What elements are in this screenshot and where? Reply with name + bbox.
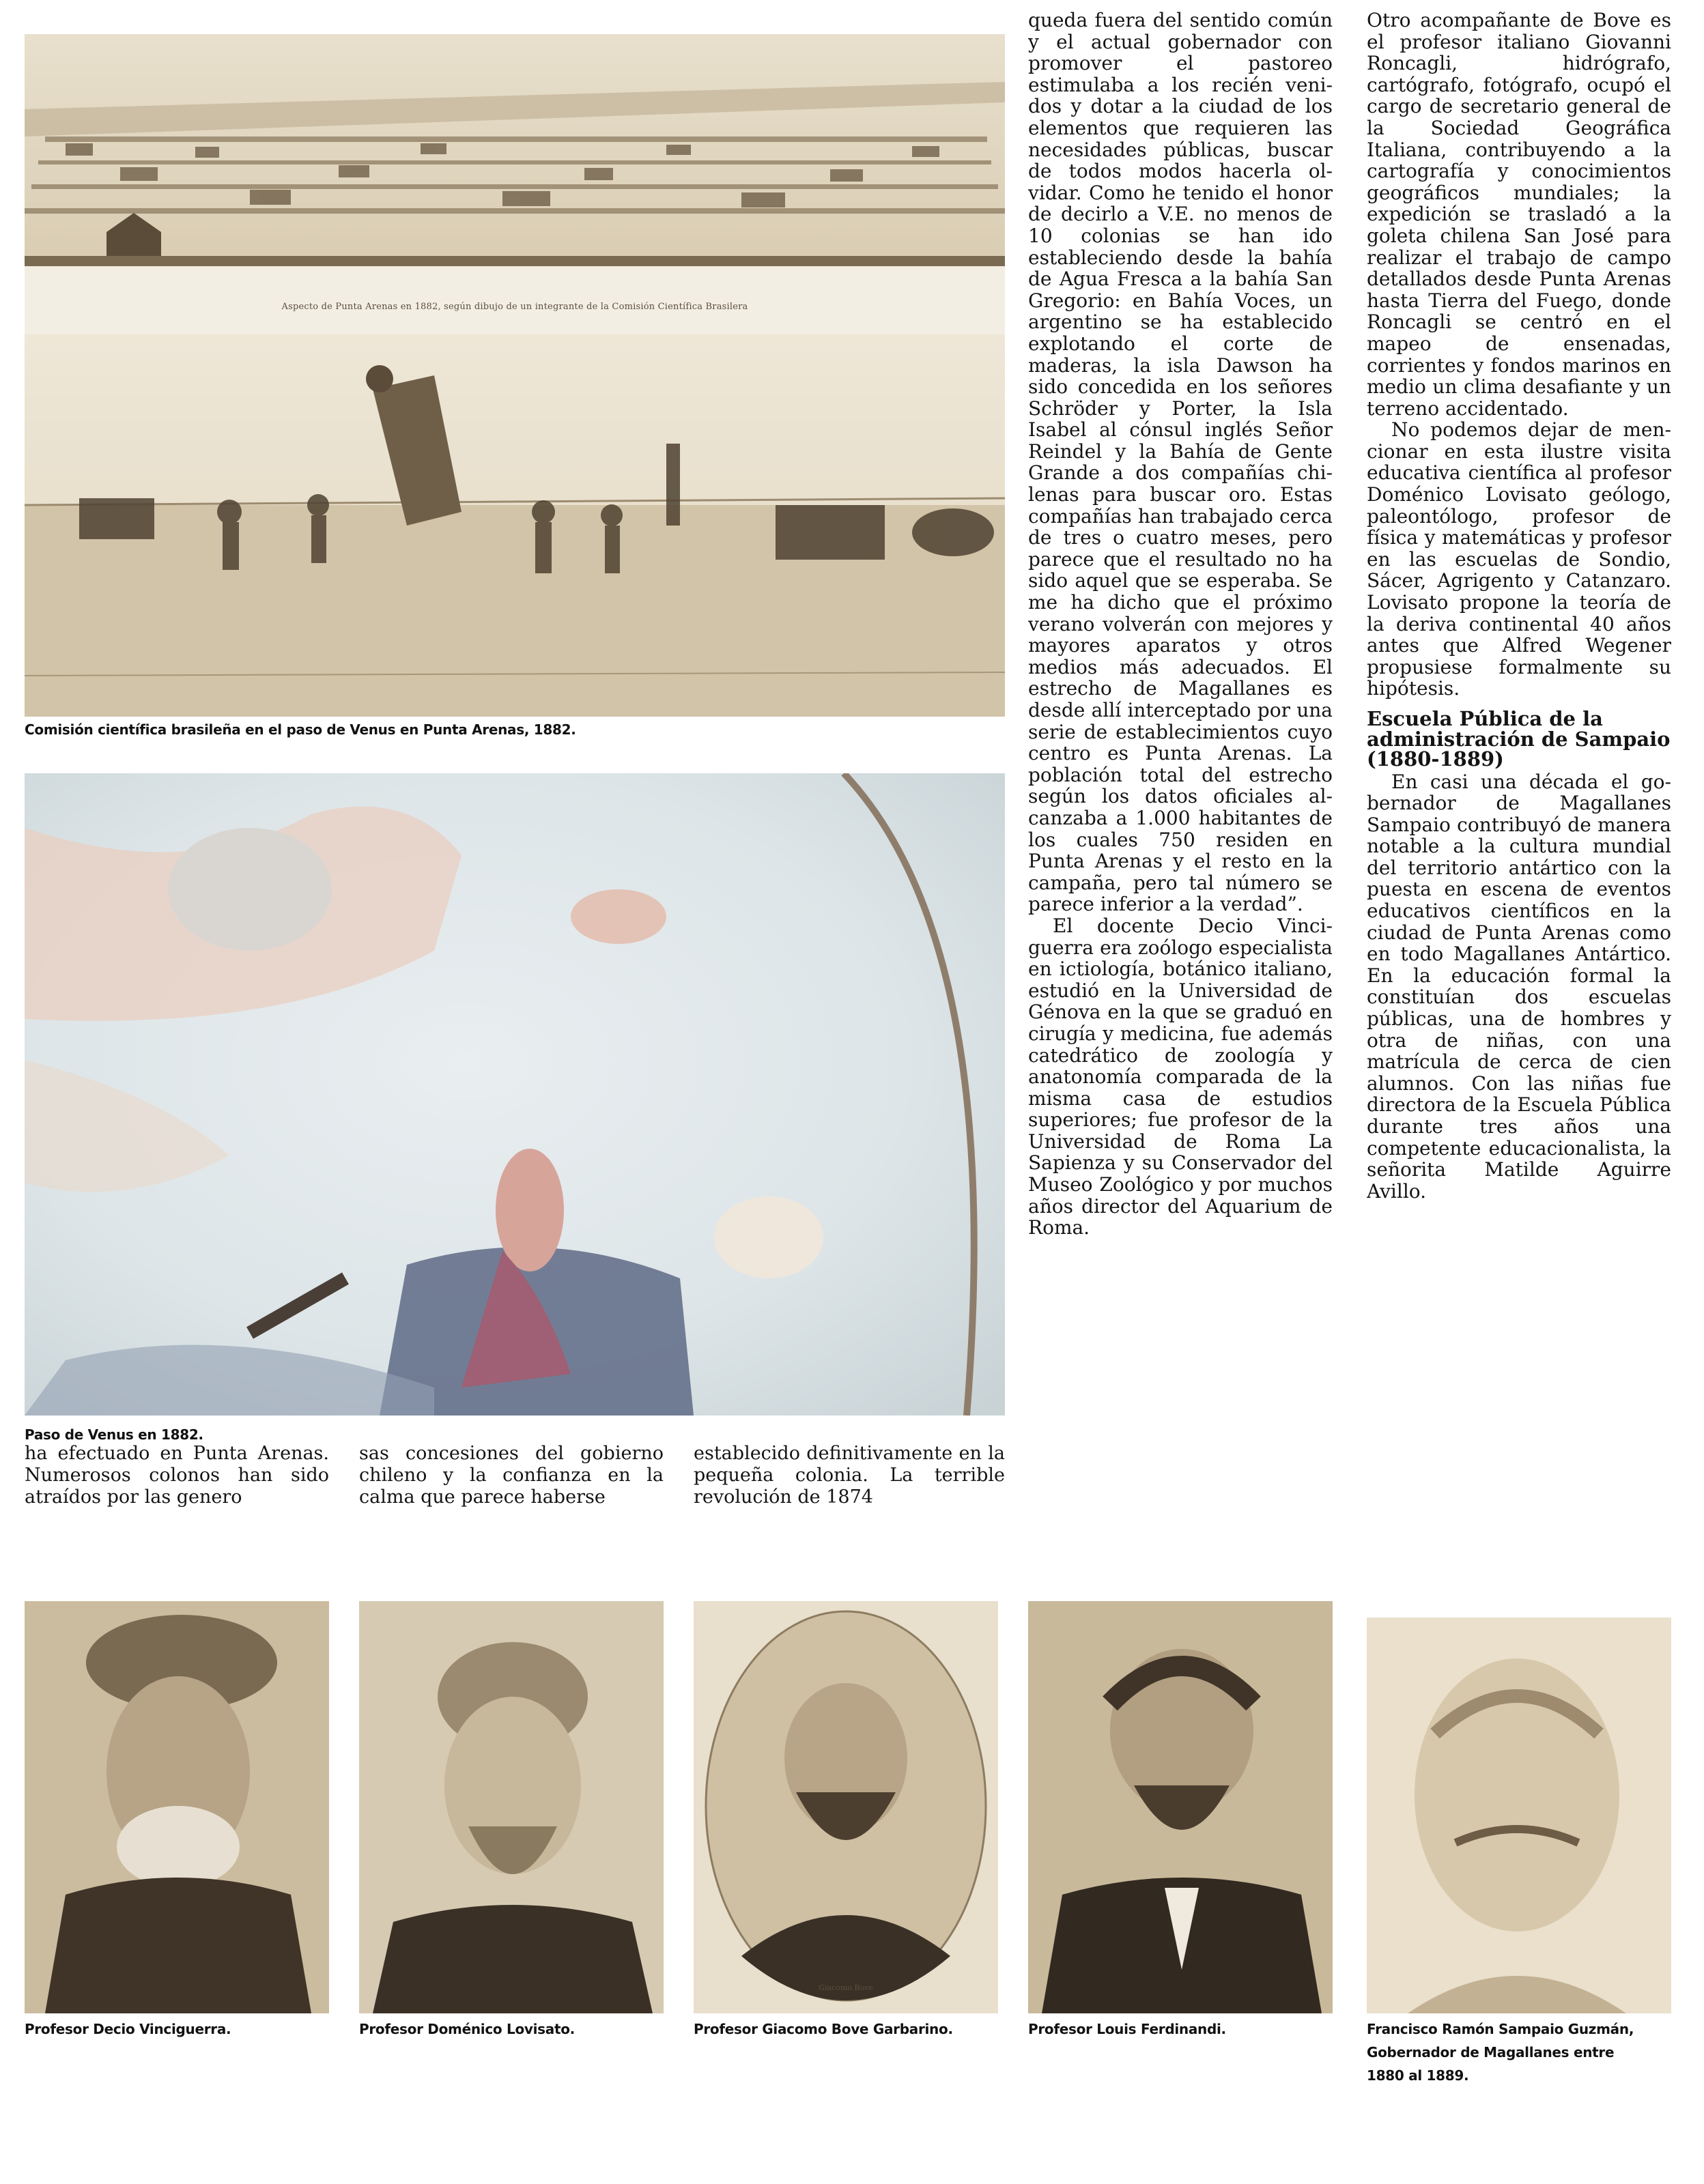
portrait-giacomo-bove-photo (694, 1601, 998, 2013)
article-column-3 (1028, 10, 1333, 1511)
article-column-4 (1367, 10, 1671, 1511)
strip-column-2: sas concesiones del gobierno chileno y la confianza en la calma que parece haberse (359, 1443, 664, 1508)
caption-portrait-sampaio: Francisco Ramón Sampaio Guzmán, Gobernador de Magallanes entre 1880 al 1889. (1367, 2021, 1634, 2084)
portrait-domenico-lovisato-photo (359, 1601, 664, 2013)
caption-portrait-vinciguerra: Profesor Decio Vinciguerra. (25, 2021, 231, 2037)
column3-paragraph-1: queda fuera del sentido común y el actual gobernador con promover el pastoreo estimulaba a los recién venidos y dotar a la ciudad de los elementos que requieren las necesidades públicas, buscar de todos modos hacerla olvidar. Como he tenido el honor de decirlo a V.E. no menos de 10 colonias se han ido estableciendo desde la bahía de Agua Fresca a la bahía San Gregorio: en Bahía Voces, un argentino se ha establecido explotando el corte de maderas, la isla Dawson ha sido concedida en los señores Schröder y Porter, la Isla Isabel al cónsul inglés Señor Reindel y la Bahía de Gente Grande a dos compañías chilenas para buscar oro. Estas compañías han trabajado cerca de tres o cuatro meses, pero parece que el resultado no ha sido aquel que se esperaba. Se me ha dicho que el próximo verano volverán con mejores y mayores aparatos y otros medios más adecuados. El estrecho de Magallanes es desde allí interceptado por una serie de establecimientos cuyo centro es Punta Arenas. La población total del estrecho según los datos oficiales alcanzaba a 1.000 habitantes de los cuales 750 residen en Punta Arenas y el resto en la campaña, pero tal número se parece inferior a la verdad”. (1028, 10, 1333, 916)
strip-column-1: ha efectuado en Punta Arenas. Numerosos colonos han sido atraídos por las genero (25, 1443, 329, 1508)
oval-portrait-label: Giacomo Bove (819, 1983, 873, 1992)
strip-column-3: establecido definitivamente en la pequeña colonia. La terrible revolución de 1874 (694, 1443, 1005, 1508)
engraving-caption: Aspecto de Punta Arenas en 1882, según dibujo de un integrante de la Comisión Científica Brasilera (281, 302, 748, 312)
punta-arenas-engraving-photo (25, 34, 1005, 717)
section-heading-escuela: Escuela Pública de la administración de Sampaio (1880-1889) (1367, 707, 1671, 771)
portrait-louis-ferdinandi-photo (1028, 1601, 1333, 2013)
column4-paragraph-2: No podemos dejar de mencionar en esta ilustre visita educativa científica al profesor Doménico Lovisato geólogo, paleontólogo, profesor de física y matemáticas y profesor en las escuelas de Sondio, Sácer, Agrigento y Catanzaro. Lovisato propone la teoría de la deriva continental 40 años antes que Alfred Wegener propusiese formalmente su hipótesis. (1367, 418, 1671, 700)
caption-portrait-bove: Profesor Giacomo Bove Garbarino. (694, 2021, 953, 2037)
portrait-decio-vinciguerra-photo (25, 1601, 329, 2013)
column4-paragraph-1: Otro acompañante de Bove es el profesor italiano Giovanni Roncagli, hidrógrafo, cartógrafo, fotógrafo, ocupó el cargo de secretario general de la Sociedad Geográfica Italiana, contribuyendo a la cartografía y conocimientos geográficos mundiales; la expedición se trasladó a la goleta chilena San José para realizar el trabajo de campo detallados desde Punta Arenas hasta Tierra del Fuego, donde Roncagli se centró en el mapeo de ensenadas, corrientes y fondos marinos en medio un clima desafiante y un terreno accidentado. (1367, 10, 1671, 420)
caption-portrait-ferdinandi: Profesor Louis Ferdinandi. (1028, 2021, 1226, 2037)
portrait-francisco-sampaio-photo (1367, 1618, 1671, 2013)
column4-paragraph-3: En casi una década el gobernador de Magallanes Sampaio contribuyó de manera notable a la cultura mundial del territorio antártico con la puesta en escena de eventos educativos científicos en la ciudad de Punta Arenas como en todo Magallanes Antártico. En la educación formal la constituían dos escuelas públicas, una de hombres y otra de niñas, con una matrícula de cerca de cien alumnos. Con las niñas fue directora de la Escuela Pública durante tres años una competente educacionalista, la señorita Matilde Aguirre Avillo. (1367, 770, 1671, 1203)
caption-comision: Comisión científica brasileña en el paso de Venus en Punta Arenas, 1882. (25, 721, 576, 738)
caption-portrait-lovisato: Profesor Doménico Lovisato. (359, 2021, 575, 2037)
column3-paragraph-2: El docente Decio Vinciguerra era zoólogo especialista en ictiología, botánico italiano, estudió en la Universidad de Génova en la que se graduó en cirugía y medicina, fue además catedrático de zoología y anatonomía comparada de la misma casa de estudios superiores; fue profesor de la Universidad de Roma La Sapienza y su Conservador del Museo Zoológico y por muchos años director del Aquarium de Roma. (1028, 914, 1333, 1239)
caption-paso-venus: Paso de Venus en 1882. (25, 1426, 203, 1443)
paso-venus-fresco-photo (25, 773, 1005, 1416)
